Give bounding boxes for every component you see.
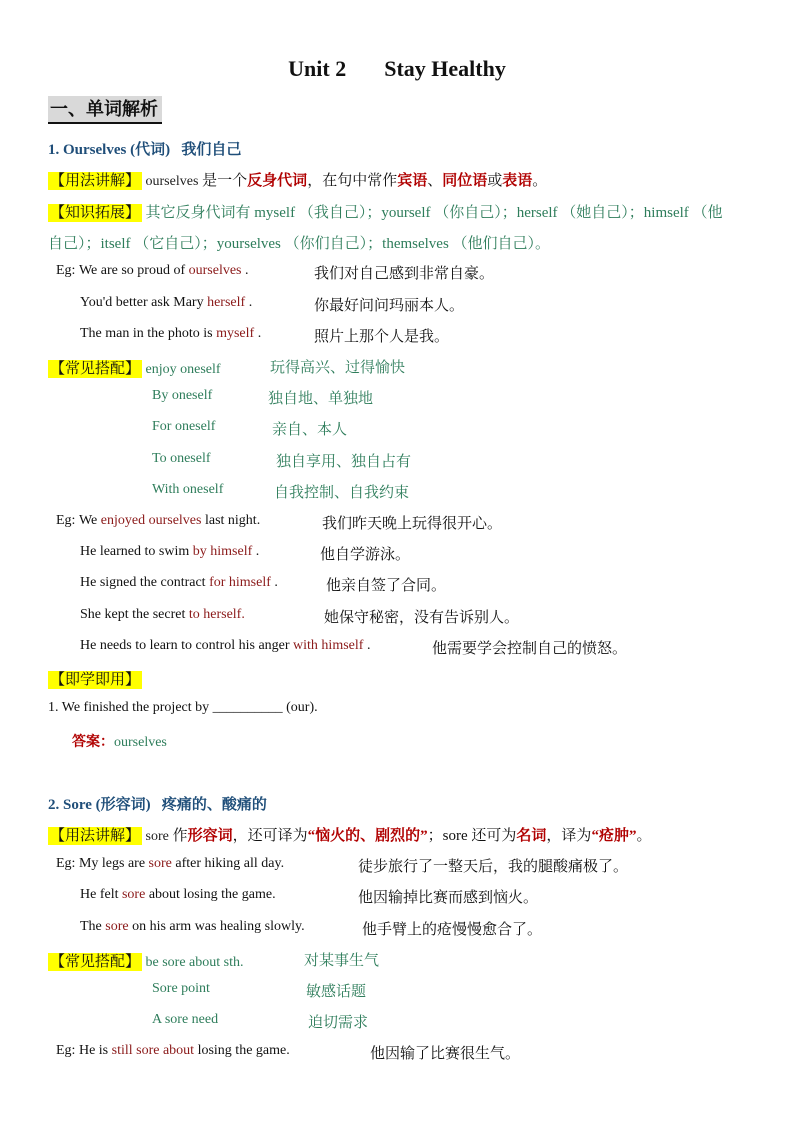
eg-label: Eg: xyxy=(56,856,76,871)
collocation-cn: 玩得高兴、过得愉快 xyxy=(270,360,406,376)
example-highlight: sore xyxy=(105,919,129,934)
example-row xyxy=(56,513,260,529)
usage-text: ，在句中常作 xyxy=(307,173,398,189)
page-title xyxy=(0,56,794,82)
example-cn: 照片上那个人是我。 xyxy=(314,329,450,345)
collocation-row xyxy=(48,950,244,971)
example-row xyxy=(80,295,252,311)
example-row xyxy=(56,1043,290,1059)
word2-heading xyxy=(48,793,267,814)
example-highlight: ourselves xyxy=(188,263,242,278)
example-en: The xyxy=(80,919,106,934)
usage-text: 是一个 xyxy=(198,173,248,189)
example-en: after hiking all day. xyxy=(171,856,285,871)
usage-text: 。 xyxy=(532,173,548,189)
example-row xyxy=(80,326,261,342)
collocation-en: By oneself xyxy=(152,388,213,403)
word1-heading xyxy=(48,138,241,159)
collocation-tag: 【常见搭配】 xyxy=(50,361,141,377)
example-en: He felt xyxy=(80,887,122,902)
example-cn: 他手臂上的疮慢慢愈合了。 xyxy=(362,922,543,938)
usage-text: 、 xyxy=(427,173,443,189)
extension-tag: 【知识拓展】 xyxy=(50,205,141,221)
example-cn: 我们昨天晚上玩得很开心。 xyxy=(322,516,503,532)
word1-heading-en: 1. Ourselves (代词) xyxy=(48,142,171,158)
example-cn: 他因输掉比赛而感到恼火。 xyxy=(358,890,539,906)
collocation-en: For oneself xyxy=(152,419,216,434)
usage-highlight: “恼火的、剧烈的” xyxy=(307,828,428,844)
collocation-cn: 迫切需求 xyxy=(308,1015,369,1031)
usage-highlight: 表语 xyxy=(502,173,533,189)
example-en: You'd better ask Mary xyxy=(80,295,208,310)
example-cn: 你最好问问玛丽本人。 xyxy=(314,298,465,314)
example-en: He signed the contract xyxy=(80,575,210,590)
extension-line2: 自己）；itself （它自己）；yourselves （你们自己）；themselves （他们自己）。 xyxy=(48,236,551,252)
example-en: . xyxy=(254,326,262,341)
usage-tag: 【用法讲解】 xyxy=(50,828,141,844)
usage-text: ，译为 xyxy=(546,828,592,844)
section-heading: 一、单词解析 xyxy=(48,96,162,124)
example-en: . xyxy=(252,544,260,559)
eg-label: Eg: xyxy=(56,513,76,528)
usage-tag: 【用法讲解】 xyxy=(50,173,141,189)
example-cn: 他需要学会控制自己的愤怒。 xyxy=(432,641,628,657)
example-cn: 他自学游泳。 xyxy=(320,547,411,563)
example-en: on his arm was healing slowly. xyxy=(128,919,305,934)
example-en: last night. xyxy=(201,513,261,528)
example-highlight: herself xyxy=(207,295,246,310)
example-highlight: enjoyed ourselves xyxy=(100,513,202,528)
usage-highlight: 宾语 xyxy=(397,173,428,189)
example-highlight: still xyxy=(111,1043,133,1058)
practice-question: 1. We finished the project by __________ (our). xyxy=(48,700,318,715)
example-row xyxy=(80,544,259,560)
example-row xyxy=(56,263,249,279)
example-en: . xyxy=(363,638,371,653)
collocation-en: Sore point xyxy=(152,981,210,996)
extension-line1: 其它反身代词有 myself （我自己）；yourself （你自己）；herself （她自己）；himself （他 xyxy=(145,205,723,221)
unit-number: Unit 2 xyxy=(288,56,347,81)
example-cn: 徒步旅行了一整天后，我的腿酸痛极了。 xyxy=(358,859,629,875)
example-highlight: by himself xyxy=(192,544,253,559)
collocation-cn: 对某事生气 xyxy=(304,953,380,969)
collocation-cn: 亲自、本人 xyxy=(272,422,348,438)
example-highlight: sore xyxy=(148,856,172,871)
collocation-tag: 【常见搭配】 xyxy=(50,954,141,970)
collocation-en: enjoy oneself xyxy=(145,362,221,377)
example-row xyxy=(56,856,284,872)
example-en: We xyxy=(78,513,101,528)
word1-usage xyxy=(48,169,547,190)
usage-highlight: “疮肿” xyxy=(591,828,637,844)
usage-text: ；sore 还可为 xyxy=(427,828,517,844)
usage-text: ，还可译为 xyxy=(232,828,308,844)
collocation-cn: 独自享用、独自占有 xyxy=(276,454,412,470)
eg-label: Eg: xyxy=(56,1043,76,1058)
practice-heading xyxy=(48,668,142,689)
answer-label: 答案： xyxy=(72,735,114,750)
word2-heading-cn: 疼痛的、酸痛的 xyxy=(161,797,267,813)
example-highlight: sore xyxy=(121,887,146,902)
example-en: . xyxy=(270,575,278,590)
example-en: The man in the photo is xyxy=(80,326,217,341)
answer-text: ourselves xyxy=(114,735,167,750)
example-row xyxy=(80,575,278,591)
collocation-en: With oneself xyxy=(152,482,224,497)
eg-label: Eg: xyxy=(56,263,76,278)
example-highlight: for himself xyxy=(209,575,271,590)
example-en: . xyxy=(241,263,249,278)
example-highlight: sore about xyxy=(136,1043,195,1058)
usage-highlight: 反身代词 xyxy=(247,173,308,189)
usage-text: 或 xyxy=(487,173,503,189)
usage-word: ourselves xyxy=(145,174,199,189)
unit-name: Stay Healthy xyxy=(384,56,506,81)
usage-highlight: 同位语 xyxy=(442,173,488,189)
practice-tag: 【即学即用】 xyxy=(50,672,141,688)
example-row xyxy=(80,887,276,903)
example-en: . xyxy=(245,295,253,310)
usage-highlight: 名词 xyxy=(516,828,547,844)
collocation-en: A sore need xyxy=(152,1012,219,1027)
example-row xyxy=(80,638,370,654)
example-row xyxy=(80,919,305,935)
practice-answer xyxy=(72,731,167,751)
word2-usage xyxy=(48,824,651,845)
example-en: about losing the game. xyxy=(145,887,276,902)
example-cn: 他亲自签了合同。 xyxy=(326,578,447,594)
collocation-en: To oneself xyxy=(152,451,211,466)
example-highlight: to herself. xyxy=(188,607,245,622)
usage-word: sore xyxy=(145,829,169,844)
example-en: He is xyxy=(78,1043,112,1058)
example-en: He learned to swim xyxy=(80,544,193,559)
collocation-cn: 独自地、单独地 xyxy=(268,391,374,407)
usage-text: 。 xyxy=(636,828,652,844)
example-en: He needs to learn to control his anger xyxy=(80,638,294,653)
collocation-cn: 自我控制、自我约束 xyxy=(274,485,410,501)
example-highlight: myself xyxy=(216,326,255,341)
example-highlight: with himself xyxy=(293,638,364,653)
collocation-en: be sore about sth. xyxy=(145,955,244,970)
word1-extension xyxy=(48,201,723,222)
usage-text: 作 xyxy=(168,828,188,844)
example-cn: 我们对自己感到非常自豪。 xyxy=(314,266,495,282)
example-cn: 他因输了比赛很生气。 xyxy=(370,1046,521,1062)
example-row xyxy=(80,607,245,623)
usage-highlight: 形容词 xyxy=(187,828,233,844)
example-en: losing the game. xyxy=(194,1043,290,1058)
example-cn: 她保守秘密，没有告诉别人。 xyxy=(324,610,520,626)
word1-heading-cn: 我们自己 xyxy=(181,142,242,158)
collocation-row xyxy=(48,357,221,378)
example-en: My legs are xyxy=(78,856,149,871)
example-en: We are so proud of xyxy=(78,263,189,278)
collocation-cn: 敏感话题 xyxy=(306,984,367,1000)
example-en: She kept the secret xyxy=(80,607,189,622)
word2-heading-en: 2. Sore (形容词) xyxy=(48,797,151,813)
